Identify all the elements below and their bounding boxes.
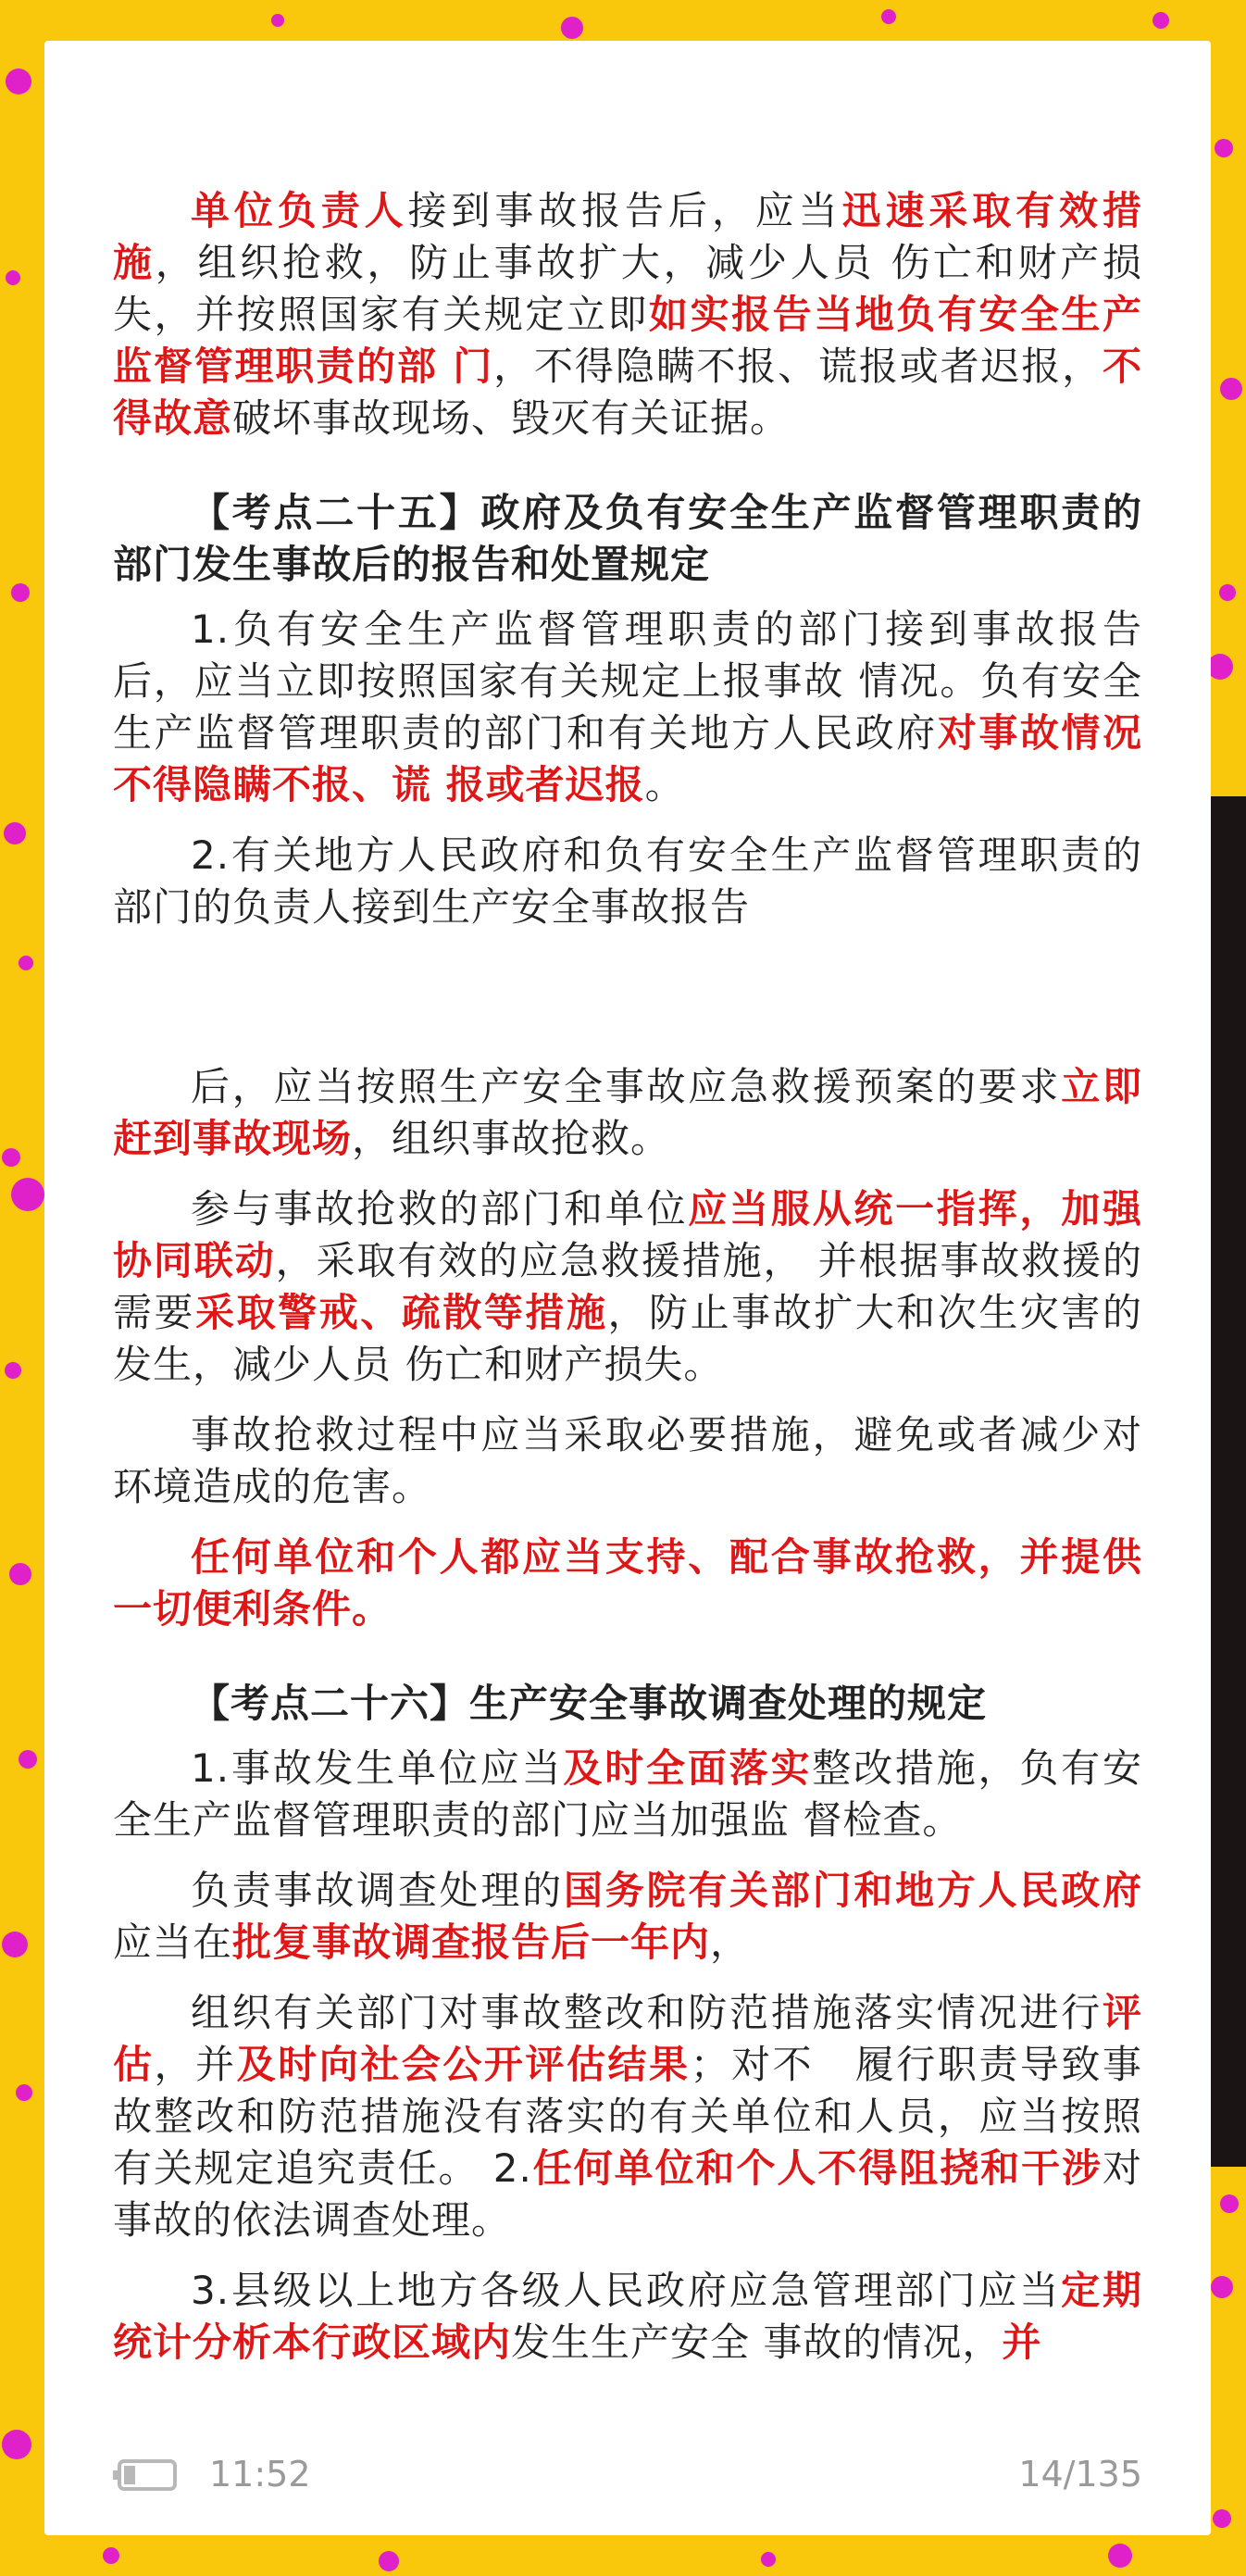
body-text: ，不得隐瞒不报、谎报或者迟报， <box>493 344 1103 389</box>
body-text: 3.县级以上地方各级人民政府应急管理部门应当 <box>191 2268 1062 2313</box>
paragraph-26-1 <box>113 1743 1142 1846</box>
body-text: ；对不 履行职责导致事故整改和防范措施没有落实的有关单位和人员，应当按照有关规定追究责任。 2. <box>113 2042 1142 2191</box>
highlighted-text: 及时向社会公开评估结果 <box>236 2042 691 2087</box>
body-text: 1.事故发生单位应当 <box>191 1745 564 1791</box>
body-text: 后，应当按照生产安全事故应急救援预案的要求 <box>191 1064 1062 1109</box>
body-text: 。 <box>644 762 685 807</box>
body-text: 整改措施，负有安全生产监督管理职责的部门应当加强监 督检查。 <box>113 1745 1142 1843</box>
body-text: ，采取有效的应急救援措施， 并根据事故救援的需要 <box>113 1238 1142 1335</box>
body-text: 【考点二十六】生产安全事故调查处理的规定 <box>191 1681 988 1726</box>
body-text: 【考点二十五】政府及负有安全生产监督管理职责的部门发生事故后的报告和处置规定 <box>113 490 1142 587</box>
body-text: 应当在 <box>113 1919 233 1965</box>
paragraph-26-evaluation <box>113 1987 1142 2246</box>
body-text: ，组织抢救，防止事故扩大，减少人员 伤亡和财产损失，并按照国家有关规定立即 <box>113 240 1142 337</box>
highlighted-text: 如实报告当地负有安全生产监督管理职责的部 门 <box>113 292 1142 389</box>
highlighted-text: 国务院有关部门和地方人民政府 <box>563 1868 1142 1913</box>
highlighted-text: 不得故意 <box>113 344 1142 441</box>
background-photo-strip <box>1205 796 1246 2167</box>
body-text: 发生生产安全 事故的情况， <box>511 2320 1003 2365</box>
paragraph-unit-responsibility <box>113 185 1142 444</box>
highlighted-text: 任何单位和个人不得阻挠和干涉 <box>531 2145 1103 2191</box>
body-text: 破坏事故现场、毁灭有关证据。 <box>232 395 791 441</box>
body-text: 2.有关地方人民政府和负有安全生产监督管理职责的部门的负责人接到生产安全事故报告 <box>113 832 1142 930</box>
highlighted-text: 立即赶到事故现场 <box>113 1064 1142 1161</box>
paragraph-support-rescue <box>113 1532 1142 1635</box>
body-text: 负责事故调查处理的 <box>191 1868 564 1913</box>
clock-time: 11:52 <box>209 2454 311 2495</box>
body-text: ， <box>710 1919 751 1965</box>
highlighted-text: 评估 <box>113 1990 1142 2087</box>
page-counter: 14/135 <box>1018 2454 1142 2495</box>
highlighted-text: 任何单位和个人都应当支持、配合事故抢救，并提供一切便利条件。 <box>113 1534 1142 1632</box>
highlighted-text: 及时全面落实 <box>563 1745 813 1791</box>
highlighted-text: 定期统计分析本行政区域内 <box>113 2268 1142 2365</box>
body-text: ，并 <box>154 2042 237 2087</box>
highlighted-text: 单位负责人 <box>191 188 408 233</box>
paragraph-environment <box>113 1409 1142 1513</box>
highlighted-text: 批复事故调查报告后一年内 <box>232 1919 711 1965</box>
paragraph-26-3 <box>113 2265 1142 2369</box>
heading-topic-26 <box>113 1678 1142 1730</box>
body-text: ，组织事故抢救。 <box>352 1116 671 1161</box>
body-text: 事故抢救过程中应当采取必要措施，避免或者减少对环境造成的危害。 <box>113 1412 1142 1509</box>
paragraph-26-responsible-dept <box>113 1865 1142 1969</box>
body-text: 对事故的依法调查处理。 <box>113 2145 1142 2243</box>
paragraph-unified-command <box>113 1183 1142 1391</box>
heading-topic-25 <box>113 487 1142 591</box>
highlighted-text: 应当服从统一指挥，加强协同联动 <box>113 1186 1142 1283</box>
body-text: 1.负有安全生产监督管理职责的部门接到事故报告后，应当立即按照国家有关规定上报事故 情况。负有安全生产监督管理职责的部门和有关地方人民政府 <box>113 606 1142 756</box>
paragraph-25-1 <box>113 604 1142 811</box>
battery-icon <box>113 2459 178 2491</box>
highlighted-text: 迅速采取有效措施 <box>113 188 1142 285</box>
paragraph-rush-to-scene <box>113 1061 1142 1165</box>
document-text <box>113 41 1142 2369</box>
reader-page <box>44 41 1211 2535</box>
status-bar <box>44 2448 1211 2504</box>
body-text: 组织有关部门对事故整改和防范措施落实情况进行 <box>191 1990 1103 2035</box>
highlighted-text: 并 <box>1002 2320 1042 2365</box>
highlighted-text: 采取警戒、疏散等措施 <box>195 1290 608 1335</box>
body-text: 参与事故抢救的部门和单位 <box>191 1186 689 1232</box>
body-text: 接到事故报告后，应当 <box>407 188 842 233</box>
body-text: ，防止事故扩大和次生灾害的发生，减少人员 伤亡和财产损失。 <box>113 1290 1142 1387</box>
highlighted-text: 对事故情况不得隐瞒不报、谎 报或者迟报 <box>113 710 1142 807</box>
paragraph-25-2 <box>113 830 1142 933</box>
